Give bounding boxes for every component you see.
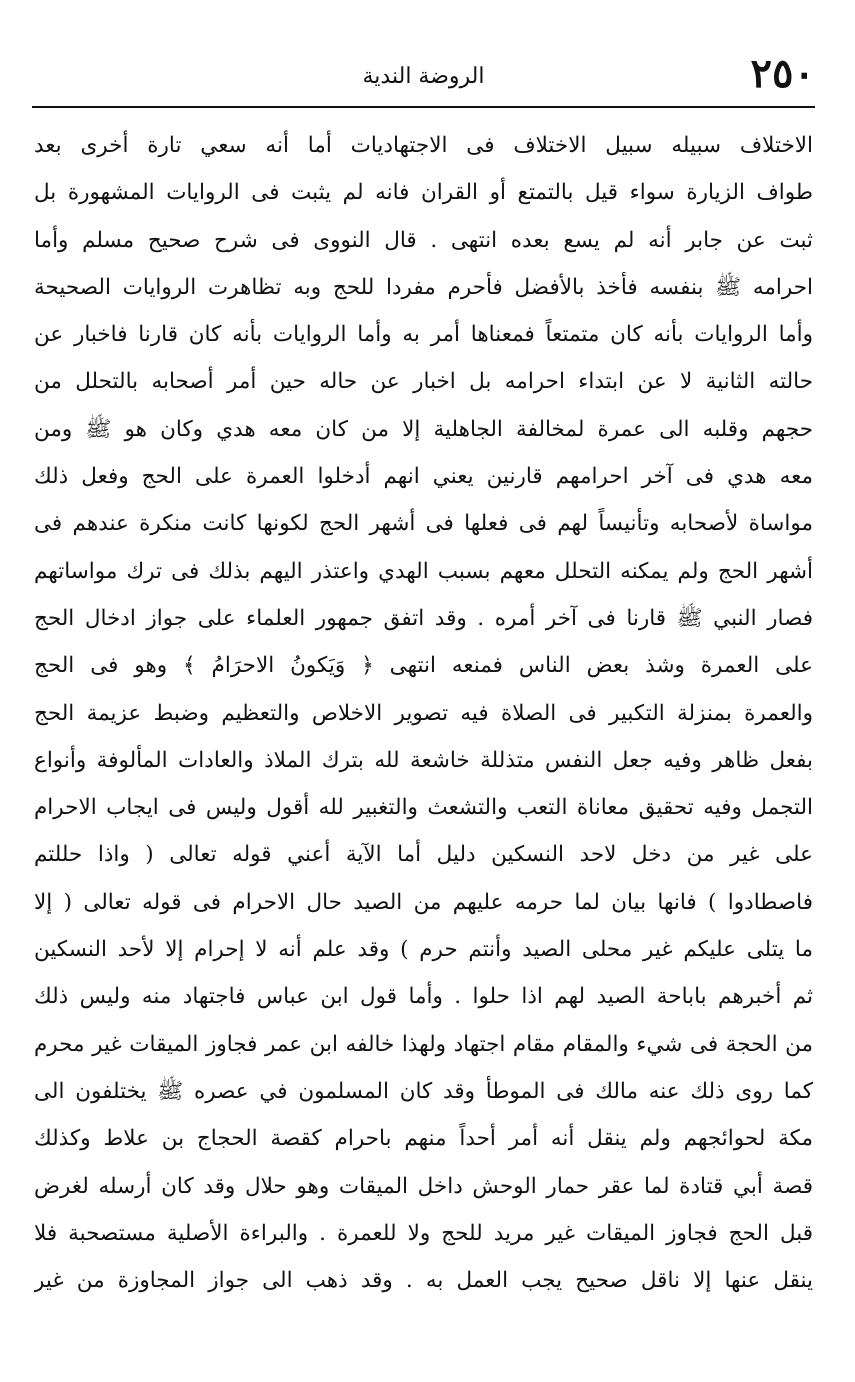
page-number: ٢٥٠ [750,50,815,97]
text-line: قبل الحج فجاوز الميقات غير مريد للحج ولا للعمرة . والبراءة الأصلية مستصحبة فلا [34,1220,813,1246]
text-line: ثم أخبرهم باباحة الصيد لهم اذا حلوا . وأما قول ابن عباس فاجتهاد منه وليس ذلك [34,984,813,1010]
text-line: طواف الزيارة سواء قيل بالتمتع أو القران فانه لم يثبت فى الروايات المشهورة بل [34,180,813,206]
text-line: مكة لحوائجهم ولم ينقل أنه أمر أحداً منهم باحرام كقصة الحجاج بن علاط وكذلك [34,1126,813,1152]
text-line: والعمرة بمنزلة التكبير فى الصلاة فيه تصوير الاخلاص والتعظيم وضبط عزيمة الحج [34,700,813,726]
running-title: الروضة الندية [362,64,485,89]
text-line: احرامه ﷺ بنفسه فأخذ بالأفضل فأحرم مفردا للحج وبه تظاهرت الروايات الصحيحة [34,274,813,300]
header-rule [32,106,815,108]
text-line: بفعل ظاهر وفيه جعل النفس متذللة خاشعة لله بترك الملاذ والعادات المألوفة وأنواع [34,747,813,773]
text-line: قصة أبي قتادة لما عقر حمار الوحش داخل الميقات وهو حلال وقد كان أرسله لغرض [34,1173,813,1199]
text-line: وأما الروايات بأنه كان متمتعاً فمعناها أمر به وأما الروايات بأنه كان قارنا فاخبار عن [34,322,813,348]
text-line: ينقل عنها إلا ناقل صحيح يجب العمل به . وقد ذهب الى جواز المجاوزة من غير [34,1268,813,1294]
text-line: معه هدي فى آخر احرامهم قارنين يعني انهم أدخلوا العمرة على الحج وفعل ذلك [34,464,813,490]
text-line: فاصطادوا ) فانها بيان لما حرمه عليهم من الصيد حال الاحرام فى قوله تعالى ( إلا [34,889,813,915]
text-line: فصار النبي ﷺ قارنا فى آخر أمره . وقد اتفق جمهور العلماء على جواز ادخال الحج [34,605,813,631]
body-text [34,122,813,1304]
text-line: مواساة لأصحابه وتأنيساً لهم فى فعلها فى أشهر الحج لكونها كانت منكرة عندهم فى [34,511,813,537]
text-line: حالته الثانية لا عن ابتداء احرامه بل اخبار عن حاله حين أمر أصحابه بالتحلل من [34,369,813,395]
text-line: حجهم وقلبه الى عمرة لمخالفة الجاهلية إلا من كان معه هدي وكان هو ﷺ ومن [34,416,813,442]
text-line: ما يتلى عليكم غير محلى الصيد وأنتم حرم ) وقد علم أنه لا إحرام إلا لأحد النسكين [34,937,813,963]
text-line: على العمرة وشذ بعض الناس فمنعه انتهى ﴿ وَيَكونُ الاحرَامُ ﴾ وهو فى الحج [34,653,813,679]
text-line: على غير من دخل لاحد النسكين دليل أما الآية أعني قوله تعالى ( واذا حللتم [34,842,813,868]
text-line: أشهر الحج ولم يمكنه التحلل معهم بسبب الهدي واعتذر اليهم بذلك فى ترك مواساتهم [34,558,813,584]
text-line: كما روى ذلك عنه مالك فى الموطأ وقد كان المسلمون في عصره ﷺ يختلفون الى [34,1078,813,1104]
text-line: التجمل وفيه تحقيق معاناة التعب والتشعث والتغبير لله أقول وليس فى ايجاب الاحرام [34,795,813,821]
text-line: ثبت عن جابر أنه لم يسع بعده انتهى . قال النووى فى شرح صحيح مسلم وأما [34,227,813,253]
text-line: الاختلاف سبيله سبيل الاختلاف فى الاجتهاديات أما أنه سعي تارة أخرى بعد [34,133,813,158]
text-line: من الحجة فى شيء والمقام مقام اجتهاد ولهذا خالفه ابن عمر فجاوز الميقات غير محرم [34,1031,813,1057]
page-header [32,48,815,98]
